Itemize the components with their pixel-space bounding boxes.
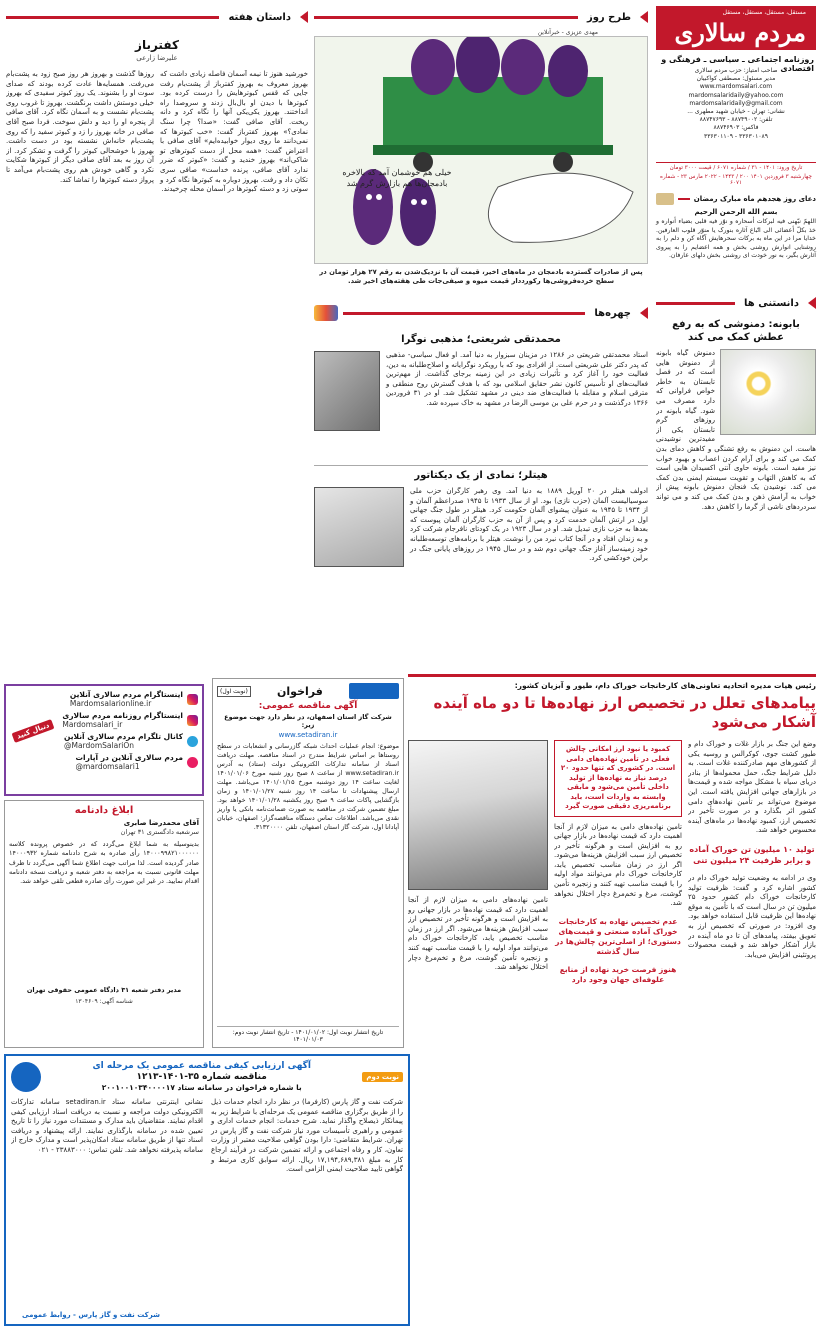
social-row-1[interactable] xyxy=(10,690,198,708)
issue-line: ۳۳۶۳۰۱۰۸۹ - ۳۳۶۳۰۱۱۰۹ xyxy=(703,132,768,140)
story-col-1: خورشید هنوز تا نیمه آسمان فاصله زیادی داشت که بهروز معروف به بهروز کفترباز از پشت‌بام رفت جایی که قفس کبوترهایش را درست کرده بود. کبوترها با دیدن او بال‌بال زدند و سروصدا راه انداختند. بهروز یکی‌یکی آنها را نگاه کرد و دانه ریخت. آقای صافی گفت: «صدا؟ چرا سنگ نمادی؟» بهروز کفترباز گفت: «خب کبوترها که نمی‌دانند ما روی دیوار خوابیده‌ایم» آقای صافی با اعتراض گفت: «همه محل از دست کبوترهای تو شاکی‌اند» بهروز خندید و گفت: «کبوتر که ضرر ندارد آقای صافی، پرنده خداست» صافی سری تکان داد و رفت. بهروز دوباره به کبوترها نگاه کرد و سوتی زد و دسته کبوترها در آسمان محله چرخیدند. xyxy=(160,70,308,194)
website[interactable]: www.mardomsalari.com xyxy=(699,83,773,91)
tender-org: شرکت گاز استان اصفهان، در نظر دارد جهت موضوع زیر: xyxy=(224,713,392,729)
person2-photo xyxy=(314,487,404,567)
social-handle-4: @mardomsalari1 xyxy=(75,762,140,771)
person1-name: محمدتقی شریعتی؛ مذهبی نوگرا xyxy=(401,334,561,345)
cartoon-drawing xyxy=(313,37,647,265)
faces-header: چهره‌ها xyxy=(594,307,631,319)
chamomile-photo xyxy=(720,349,816,435)
aparat-icon xyxy=(187,757,198,768)
story-title: کفترباز xyxy=(135,38,179,52)
tender-badge: (نوبت اول) xyxy=(217,686,251,697)
address: نشانی: تهران - خیابان شهید مطهری ... xyxy=(687,108,785,116)
notice-signer: مدیر دفتر شعبه ۳۱ دادگاه عمومی حقوقی تهران xyxy=(26,986,182,994)
social-row-4[interactable] xyxy=(10,753,198,771)
fax: فاکس: ۸۸۷۴۶۹۰۳ xyxy=(713,124,759,132)
telegram-icon xyxy=(187,736,198,747)
follow-badge[interactable]: دنبال کنید xyxy=(12,719,55,743)
person1-text: استاد محمدتقی شریعتی در ۱۲۸۶ در مزینان سبزوار به دنیا آمد. او فعال سیاسی- مذهبی که پدر دکتر علی شریعتی است. از افرادی بود که با رویکرد نوگرایانه و اصلاح‌طلبانه به دین، فعالیت خود را آغاز کرد و تأثیرات زیادی در این زمینه برجای گذاشت. از مهم‌ترین فعالیت‌های او تأسیس کانون نشر حقایق اسلامی بود که با هدف گسترش روح منطقی و مترقی اسلام و مقابله با فعالیت‌های ضد دینی در مشهد تشکیل شد. او در ۳۱ فروردین ۱۳۶۶ درگذشت و در حرم علی بن موسی الرضا در مشهد به خاک سپرده شد. xyxy=(386,351,648,407)
social-handle-3: @MardomSalariOn xyxy=(63,741,135,750)
instagram-icon xyxy=(187,694,198,705)
knowledge-text: دمنوش گیاه بابونه از دمنوش هایی است که در فصل تابستان به خاطر خواص فراوانی که دارد مصرف می شود. گیاه بابونه در روزهای گرم تابستان یکی از مفیدترین نوشیدنی هاست. این دمنوش به رفع تشنگی و کاهش دمای بدن کمک می کند و برای آرام کردن اعصاب و بهبود خواب نیز مفید است. بابونه حاوی آنتی اکسیدان هایی است که به کاهش التهاب و تقویت سیستم ایمنی بدن کمک می کند. نوشیدن یک فنجان دمنوش بابونه پیش از خواب به آرامش ذهن و بدن کمک می کند و می تواند سردردهای ناشی از گرما را کاهش دهد. xyxy=(656,349,816,511)
notice-court: سرشعبه دادگستری ۳۱ تهران xyxy=(120,828,199,836)
gas-col-left: نشانی اینترنتی سامانه ستاد setadiran.ir سامانه تدارکات الکترونیکی دولت مراجعه و نسبت به دریافت اسناد ارزیابی کیفی اقدام نمایند. متقاضیان باید مدارک و مستندات مورد نیاز را تا تاریخ تعیین شده در سامانه بارگذاری نمایند. ارائه پیشنهاد و دریافت اسناد تنها از طریق سامانه ستاد امکان‌پذیر است و مدارک خارج از سامانه پذیرفته نخواهد شد. تلفن تماس: ۲۳۸۸۳۰۰۰ - ۰۲۱ xyxy=(11,1098,203,1154)
masthead-subtitle: روزنامه اجتماعی ـ سیاسی ـ فرهنگی و اقتصادی xyxy=(661,55,814,73)
social-label-1: اینستاگرام مردم سالاری آنلاین xyxy=(69,690,183,699)
price-line: تاریخ ورود: ۱۴۰۱ - ۳۱ / شماره ۶۰۷۱ / قیمت ۳۰۰۰ تومان xyxy=(669,165,803,171)
social-handle-2: Mardomsalari_ir xyxy=(62,720,123,729)
section-arrow-icon xyxy=(300,11,308,23)
tender-title: آگهی مناقصه عمومی: xyxy=(258,701,358,711)
tender-header: فراخوان xyxy=(277,684,323,698)
social-label-3: کانال تلگرام مردم سالاری آنلاین xyxy=(63,732,183,741)
faces-logo-icon xyxy=(314,305,338,321)
person2-name: هیتلر؛ نمادی از یک دیکتاتور xyxy=(414,470,548,481)
article-col-3: تامین نهاده‌های دامی به میزان لازم از آنجا اهمیت دارد که قیمت نهاده‌ها در بازار جهانی رو به افزایش است و هرگونه تأخیر در تخصیص ارز سبب افزایش هزینه‌ها می‌شود. اگر ارز در زمان مناسب تخصیص یابد، کارخانجات خوراک دام می‌توانند مواد اولیه را با قیمت مناسب تهیه کنند و زنجیره تأمین گوشت، مرغ و تخم‌مرغ دچار اختلال نخواهد شد. xyxy=(408,896,548,972)
tender-ad xyxy=(212,678,404,1048)
tender-site[interactable]: www.setadiran.ir xyxy=(278,731,338,739)
cartoon-section xyxy=(314,6,648,296)
article-headline: پیامدهای تعلل در تخصیص ارز نهاده‌ها تا دو ماه آینده آشکار می‌شود xyxy=(433,694,816,731)
notice-text: بدینوسیله به شما ابلاغ می‌گردد که در خصوص پرونده کلاسه ۱۴۰۰۰۹۹۸۲۱۰۰۰۰۰۰ رأی صادره به شرح دادنامه شماره ۱۴۰۰۰۹۳۲ صادر گردیده است. لذا مراتب جهت اطلاع شما آگهی می‌گردد تا ظرف مهلت قانونی نسبت به مراجعه به دفتر شعبه و دریافت نسخه دادنامه اقدام نمایید. در غیر این صورت رأی صادره قطعی تلقی خواهد شد. xyxy=(9,840,199,886)
knowledge-header: دانستنی ها xyxy=(744,297,799,309)
main-article xyxy=(408,674,816,1326)
instagram-icon xyxy=(187,715,198,726)
article-subhead-2: عدم تخصیص نهاده به کارخانجات خوراک آماده صنعتی و قیمت‌های دستوری؛ از اصلی‌ترین چالش‌ها در سال گذشته xyxy=(555,916,681,956)
prayer-header: دعای روز هجدهم ماه مبارک رمضان xyxy=(693,195,816,203)
article-kicker: رئیس هیات مدیره اتحادیه تعاونی‌های کارخانجات خوراک دام، طیور و آبزیان کشور: xyxy=(514,681,816,690)
prayer-box xyxy=(656,192,816,288)
article-col-2: تامین نهاده‌های دامی به میزان لازم از آنجا اهمیت دارد که قیمت نهاده‌ها در بازار جهانی رو به افزایش است و هرگونه تأخیر در تخصیص ارز سبب افزایش هزینه‌ها می‌شود. اگر ارز در زمان مناسب تخصیص یابد، کارخانجات خوراک دام می‌توانند مواد اولیه را با قیمت مناسب تهیه کنند و زنجیره تأمین گوشت، مرغ و تخم‌مرغ دچار اختلال نخواهد شد. xyxy=(554,822,682,908)
tender-footer: تاریخ انتشار نوبت اول: ۱۴۰۱/۰۱/۰۲ - تاریخ انتشار نوبت دوم: ۱۴۰۱/۰۱/۰۳ xyxy=(217,1026,399,1043)
gas-badge: نوبت دوم xyxy=(362,1072,403,1082)
person2-text: ادولف هیتلر در ۲۰ آوریل ۱۸۸۹ به دنیا آمد. وی رهبر کارگران حزب ملی سوسیالیست آلمان (حزب نازی) بود. او از سال ۱۹۳۳ تا ۱۹۴۵ صدراعظم آلمان و از ۱۹۳۴ تا ۱۹۴۵ به عنوان پیشوای آلمان حکومت کرد. هیتلر در طول جنگ جهانی اول در ارتش آلمان خدمت کرد و پس از آن به حزب کارگران آلمان پیوست که بعدها به حزب نازی تبدیل شد. او در سال ۱۹۲۳ در یک کودتای نافرجام شرکت کرد و به زندان افتاد و در آنجا کتاب نبرد من را نوشت. هیتلر با برنامه‌های توسعه‌طلبانه خود زمینه‌ساز آغاز جنگ جهانی دوم شد و در سال ۱۹۴۵ در روزهای پایانی جنگ در برلین خودکشی کرد. xyxy=(410,487,648,563)
social-label-4: مردم سالاری آنلاین در آپارات xyxy=(75,753,183,762)
article-quote-box xyxy=(554,740,682,817)
tender-text: موضوع: انجام عملیات احداث شبکه گازرسانی و انشعابات در سطح روستاها بر اساس شرایط مندرج در اسناد مناقصه. مهلت دریافت اسناد از سامانه تدارکات الکترونیکی دولت (ستاد) به آدرس www.setadiran.ir از ساعت ۸ صبح روز شنبه مورخ ۱۴۰۱/۰۱/۰۶ لغایت ساعت ۱۴ روز دوشنبه مورخ ۱۴۰۱/۰۱/۱۵ می‌باشد. مهلت ارسال پیشنهادات تا ساعت ۱۴ روز شنبه ۱۴۰۱/۰۱/۲۷ و زمان بازگشایی پاکات ساعت ۹ صبح روز یکشنبه ۱۴۰۱/۰۱/۲۸ خواهد بود. مبلغ تضمین شرکت در مناقصه به صورت ضمانت‌نامه بانکی یا واریز نقدی می‌باشد. اطلاعات تماس دستگاه مناقصه‌گزار: اصفهان، خیابان آپادانا اول، شرکت گاز استان اصفهان، تلفن ۳۱۳۲۰۰۰۰. xyxy=(217,742,399,831)
date-line: چهارشنبه ۳ فروردین ۱۴۰۱ ۲۰۰ / ۱۴۴۳ - ۲۰۲۲ مارس ۲۳ - شماره ۶۰۷۱ xyxy=(660,174,812,186)
gas-tender-ad xyxy=(4,1054,410,1326)
section-arrow-icon xyxy=(640,307,648,319)
cartoon-artist: مهدی عزیزی - خبرآنلاین xyxy=(537,29,598,36)
masthead-logo-bar xyxy=(656,6,816,50)
editor: مدیر مسئول: مصطفی کواکبیان xyxy=(696,75,776,83)
gas-logo-icon xyxy=(11,1062,41,1092)
logo[interactable]: مردم سالاری xyxy=(674,18,806,47)
logo-small: مستقل، مستقل، مستقل، مستقل xyxy=(722,9,806,16)
gas-ad-number: مناقصه شماره ۳۵-۱۴۰۱-۱۲۱۳ xyxy=(136,1072,267,1082)
article-subhead-1: تولید ۱۰ میلیون تن خوراک آماده و برابر ظرفیت ۲۴ میلیون تنی xyxy=(689,844,815,865)
article-col-1b: وی در ادامه به وضعیت تولید خوراک دام در کشور اشاره کرد و گفت: ظرفیت تولید کارخانجات خوراک دام کشور حدود ۲۵ میلیون تن در سال است که با تأمین به موقع نهاده‌ها این ظرفیت قابل استفاده خواهد بود. وی افزود: در صورتی که تخصیص ارز به تعویق بیفتد، پیامدهای آن تا دو ماه آینده در بازار آشکار خواهد شد و قیمت محصولات پروتئینی افزایش می‌یابد. xyxy=(688,873,816,959)
gas-col-right: شرکت نفت و گاز پارس (کارفرما) در نظر دارد انجام خدمات ذیل را از طریق برگزاری مناقصه عمومی یک مرحله‌ای با شرایط زیر به پیمانکار ذیصلاح واگذار نماید. شرح خدمات: انجام خدمات اداری و عمومی و راهبری تأسیسات مورد نیاز شرکت نفت و گاز پارس در تهران. شرایط متقاضی: دارا بودن گواهی صلاحیت معتبر از وزارت تعاون، کار و رفاه اجتماعی و ارائه تضمین شرکت در فرآیند ارجاع کار به مبلغ ۱۷,۱۹۴,۶۸۹,۳۸۱ ریال. ارائه سوابق کاری مرتبط و گواهی تایید صلاحیت ایمنی الزامی است. xyxy=(211,1098,403,1174)
social-label-2: اینستاگرام روزنامه مردم سالاری xyxy=(62,711,183,720)
cartoon-caption: پس از صادرات گسترده بادمجان در ماه‌های اخیر، قیمت آن با نزدیک‌شدن به رقم ۲۷ هزار تومان در سطح خرده‌فروشی‌ها رکورددار قیمت میوه و صیفی‌جات طی هفته‌های اخیر شد. xyxy=(319,268,643,285)
social-box xyxy=(4,684,204,796)
cartoon-image xyxy=(314,36,648,264)
owner: صاحب امتیاز: حزب مردم سالاری xyxy=(694,67,778,74)
gas-ad-footer: شرکت نفت و گاز پارس - روابط عمومی xyxy=(22,1311,160,1319)
cartoon-bubble: خیلی هم خوشمان آمد که بالاخره بادمجان‌ها هم بازارش گرم شد xyxy=(342,168,452,188)
prayer-bismillah: بسم الله الرحمن الرحیم xyxy=(694,208,778,216)
notice-to: آقای محمدرضا صابری xyxy=(123,819,199,827)
gas-ad-title: آگهی ارزیابی کیفی مناقصه عمومی یک مرحله ای xyxy=(92,1061,311,1071)
cartoon-header: طرح روز xyxy=(586,11,631,23)
faces-section xyxy=(314,302,648,666)
tender-logo-icon xyxy=(349,683,399,699)
email[interactable]: mardomsalaridaily@yahoo.com xyxy=(688,91,784,99)
notice-tracking: شناسه آگهی: ۱۳۰۴۶۰۹ xyxy=(75,998,133,1005)
story-col-2: روزها گذشت و بهروز هر روز صبح زود به پشت‌بام می‌رفت. همسایه‌ها عادت کرده بودند که صدای سوت او را بشنوند. یک روز کبوتر سفیدی که بهروز خیلی دوستش داشت برنگشت. بهروز تا غروب روی پشت‌بام نشست و به آسمان نگاه کرد. آقای صافی از پنجره او را دید و دلش سوخت. فردا صبح آقای صافی در خانه بهروز را زد و کبوتر سفید را که روی پشت‌بام خانه‌اش نشسته بود در دست داشت. بهروز با خوشحالی کبوتر را گرفت و تشکر کرد. از آن روز به بعد آقای صافی دیگر از کبوترها شکایت نکرد و گاهی خودش هم روی پشت‌بام می‌آمد تا پرواز دسته کبوترها را تماشا کند. xyxy=(6,70,154,184)
article-quote: کمبود یا نبود ارز امکانی چالش فعلی در تأمین نهاده‌های دامی است. در کشوری که تنها حدود ۲۰ درصد نیاز به نهاده‌ها از تولید داخلی تأمین می‌شود و مابقی وابسته به واردات است، باید برنامه‌ریزی دقیقی صورت گیرد xyxy=(560,745,676,810)
person1-photo xyxy=(314,351,380,431)
email-2[interactable]: mardomsalaridaily@gmail.com xyxy=(689,99,783,107)
knowledge-title: بابونه: دمنوشی که به رفع عطش کمک می کند xyxy=(672,319,800,343)
social-handle-1: Mardomsalarionline.ir xyxy=(69,699,152,708)
story-section xyxy=(6,6,308,666)
story-author: علیرضا زارعی xyxy=(136,54,178,62)
article-subhead-3: هنوز فرصت خرید نهاده از منابع علوفه‌ای جهان وجود دارد xyxy=(559,964,677,984)
section-arrow-icon xyxy=(640,11,648,23)
story-header: داستان هفته xyxy=(228,11,291,23)
section-arrow-icon xyxy=(808,297,816,309)
masthead xyxy=(656,6,816,188)
notice-header: ابلاغ دادنامه xyxy=(74,805,134,816)
prayer-icon xyxy=(656,193,674,205)
gas-ad-sub: با شماره فراخوان در سامانه ستاد ۲۰۰۱۰۰۱۰۳۴۰۰۰۰۱۷ xyxy=(101,1083,302,1092)
phone: تلفن: ۸۸۷۴۹۰۰۲ - ۸۸۷۴۷۶۹۳ xyxy=(699,116,773,124)
social-row-3[interactable] xyxy=(10,732,198,750)
knowledge-section xyxy=(656,292,816,664)
official-photo xyxy=(408,740,548,890)
article-col-1: وضع این جنگ بر بازار غلات و خوراک دام و طیور کشت جوی، کوکرالس و روسیه یکی از کشورهای مهم صادرکننده غلات است. به دلیل شرایط جنگ، حمل محموله‌ها از بنادر دریای سیاه با مشکل مواجه شده و قیمت‌ها در بازارهای جهانی افزایش یافته است. این موضوع می‌تواند بر تأمین نهاده‌های دامی کشور اثر بگذارد و در صورت تأخیر در تخصیص ارز، کمبود نهاده‌ها در ماه‌های آینده محسوس خواهد شد. xyxy=(688,740,816,835)
prayer-text: اللهمّ نبّهنی فیه لبرکات أسحاره و نوّر فیه قلبی بضیاء أنواره و خذ بکلّ أعضائی الی اتّباع آثاره بنورک یا منوّر قلوب العارفین. خدایا مرا در این ماه به برکات سحرهایش آگاه کن و دلم را به روشنایی انوارش روشنی بخش و همه اعضایم را به پیروی آثارش بگیر، به نور خودت ای روشنی بخش دلهای عارفان. xyxy=(656,218,816,259)
court-notice xyxy=(4,800,204,1048)
